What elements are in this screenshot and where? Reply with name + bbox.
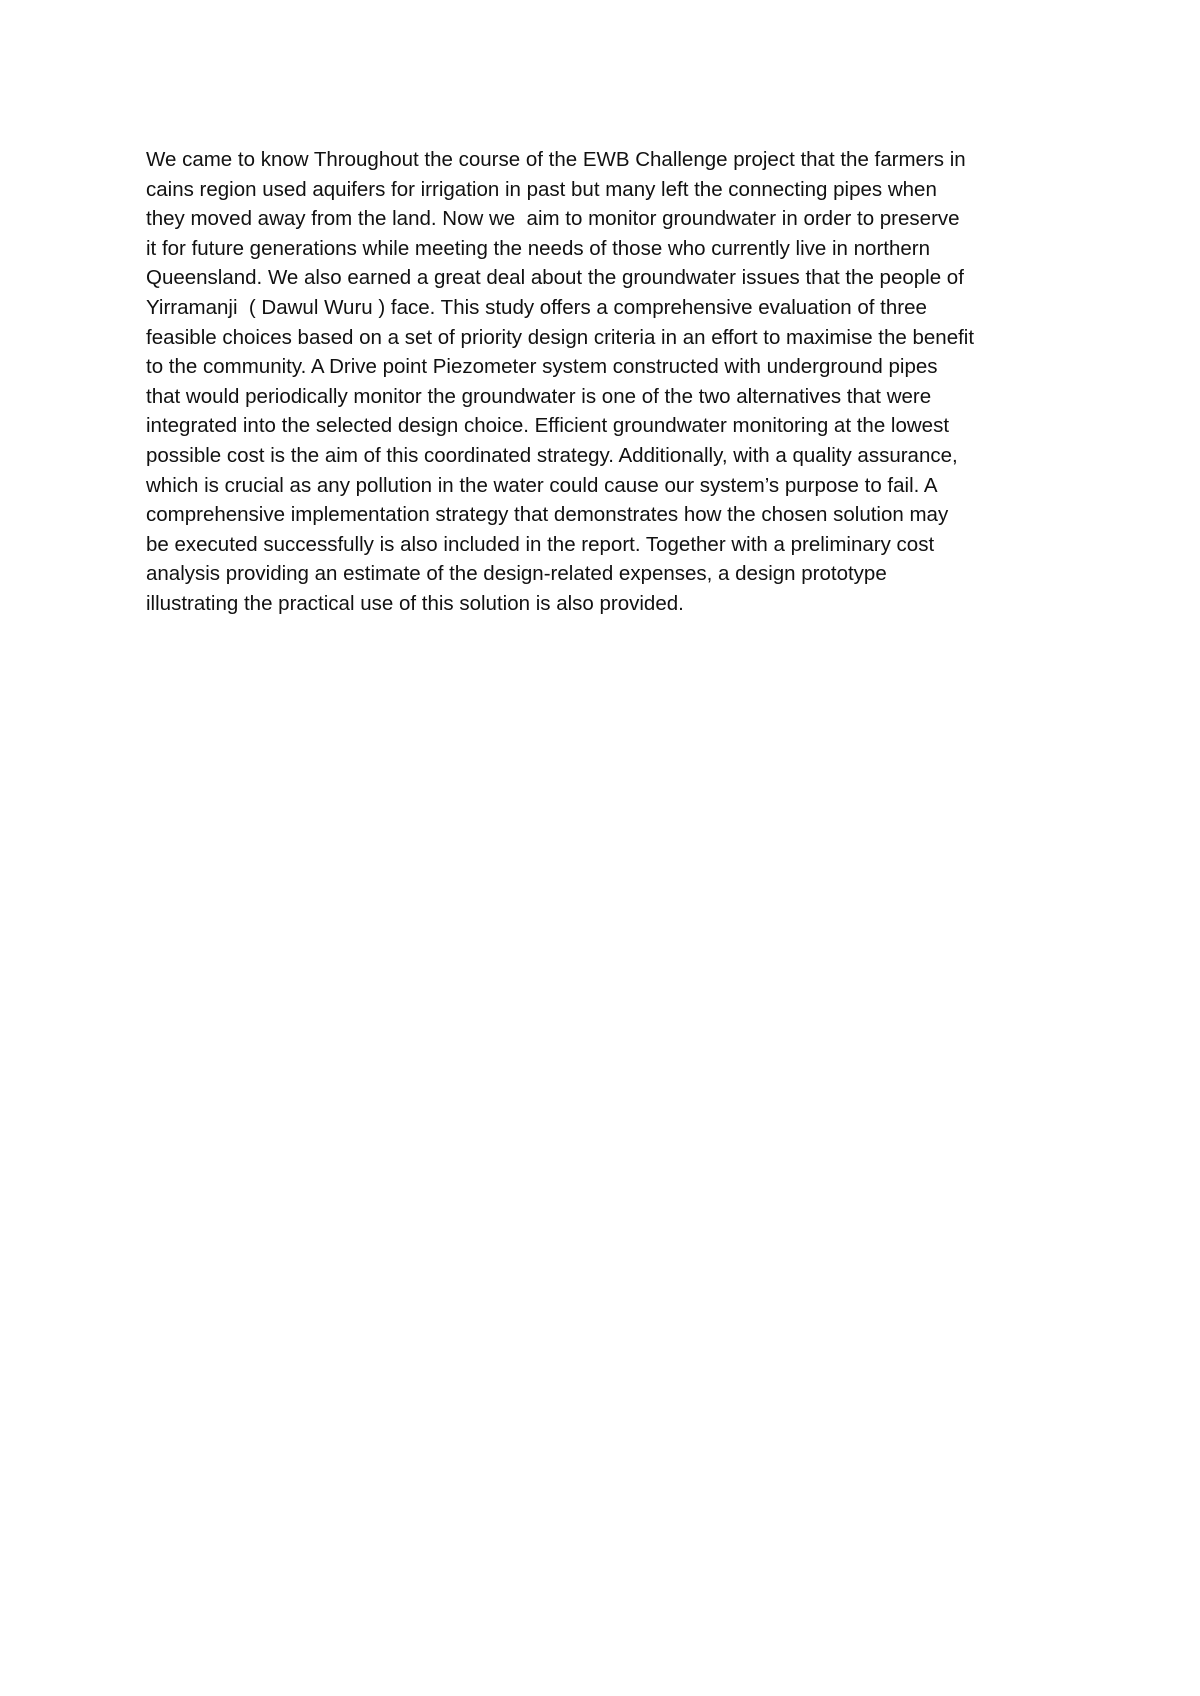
paragraph-line: integrated into the selected design choice. Efficient groundwater monitoring at the lowest	[146, 414, 950, 438]
paragraph-line: Yirramanji ( Dawul Wuru ) face. This study offers a comprehensive evaluation of three	[146, 295, 927, 319]
paragraph-line: Queensland. We also earned a great deal about the groundwater issues that the people of	[146, 266, 964, 290]
paragraph-line: which is crucial as any pollution in the water could cause our system’s purpose to fail. A	[146, 473, 938, 497]
paragraph-line: analysis providing an estimate of the design-related expenses, a design prototype	[146, 562, 887, 586]
paragraph-line: to the community. A Drive point Piezometer system constructed with underground pipes	[146, 355, 938, 379]
paragraph-line: illustrating the practical use of this solution is also provided.	[146, 591, 684, 615]
body-paragraph	[146, 145, 1066, 619]
paragraph-line: it for future generations while meeting the needs of those who currently live in northern	[146, 236, 930, 260]
paragraph-line: feasible choices based on a set of priority design criteria in an effort to maximise the benefit	[146, 325, 975, 349]
paragraph-line: comprehensive implementation strategy that demonstrates how the chosen solution may	[146, 503, 949, 527]
paragraph-line: possible cost is the aim of this coordinated strategy. Additionally, with a quality assurance,	[146, 443, 958, 467]
paragraph-line: they moved away from the land. Now we aim to monitor groundwater in order to preserve	[146, 207, 960, 231]
paragraph-line: be executed successfully is also included in the report. Together with a preliminary cost	[146, 532, 935, 556]
paragraph-line: that would periodically monitor the groundwater is one of the two alternatives that were	[146, 384, 932, 408]
paragraph-line: We came to know Throughout the course of the EWB Challenge project that the farmers in	[146, 148, 966, 171]
paragraph-line: cains region used aquifers for irrigation in past but many left the connecting pipes when	[146, 177, 937, 201]
